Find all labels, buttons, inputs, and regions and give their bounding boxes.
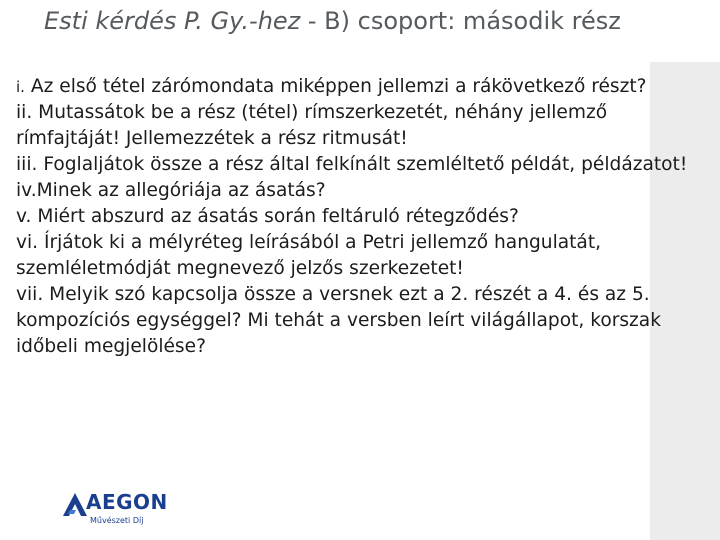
question-label: iv. bbox=[16, 180, 37, 201]
question-label: iii. bbox=[16, 154, 38, 175]
question-text: Mutassátok be a rész (tétel) rímszerkezetét, néhány jellemző rímfajtáját! Jellemezzétek a rész ritmusát! bbox=[16, 102, 608, 149]
question-text: Minek az allegóriája az ásatás? bbox=[36, 180, 326, 201]
question-item bbox=[16, 178, 706, 204]
question-item bbox=[16, 282, 706, 360]
question-label: v. bbox=[16, 206, 32, 227]
aegon-logo bbox=[60, 488, 168, 534]
question-item bbox=[16, 100, 706, 152]
question-label: vi. bbox=[16, 232, 39, 253]
slide-title-rest: - B) csoport: második rész bbox=[300, 7, 621, 35]
question-text: Írjátok ki a mélyréteg leírásából a Petri jellemző hangulatát, szemléletmódját megnevező jelzős szerkezetet! bbox=[16, 232, 602, 279]
question-text: Melyik szó kapcsolja össze a versnek ezt a 2. részét a 4. és az 5. kompozíciós egységgel? Mi tehát a versben leírt világállapot, korszak időbeli megjelölése? bbox=[16, 284, 661, 357]
question-text: Az első tétel zárómondata miképpen jellemzi a rákövetkező részt? bbox=[30, 76, 647, 97]
slide-title-italic: Esti kérdés P. Gy.-hez bbox=[44, 7, 301, 35]
logo-name: AEGON bbox=[86, 490, 168, 514]
question-text: Foglaljátok össze a rész által felkínált szemléltető példát, példázatot! bbox=[43, 154, 688, 175]
aegon-logo-icon bbox=[62, 492, 88, 518]
question-label: ii. bbox=[16, 102, 33, 123]
question-item bbox=[16, 204, 706, 230]
logo-subtitle: Művészeti Díj bbox=[90, 516, 144, 525]
question-item bbox=[16, 74, 706, 100]
question-text: Miért abszurd az ásatás során feltáruló rétegződés? bbox=[37, 206, 519, 227]
question-list bbox=[16, 74, 706, 360]
question-label: i. bbox=[16, 78, 25, 96]
question-item bbox=[16, 230, 706, 282]
slide-title bbox=[44, 4, 654, 38]
question-label: vii. bbox=[16, 284, 44, 305]
question-item bbox=[16, 152, 706, 178]
